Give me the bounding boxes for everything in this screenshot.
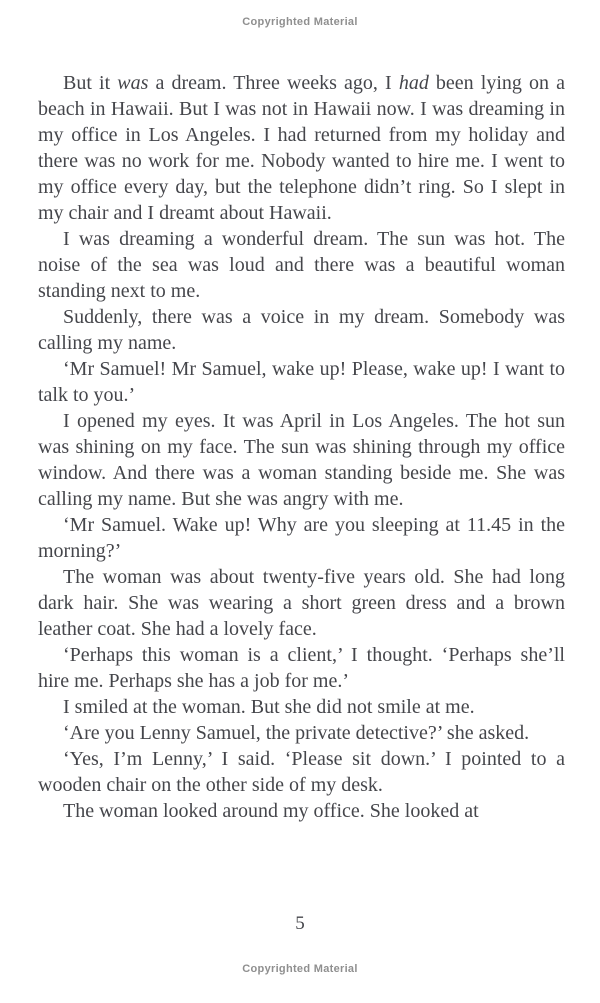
paragraph [38,226,565,304]
text-segment: ‘Mr Samuel! Mr Samuel, wake up! Please, wake up! I want to talk to you.’ [38,358,565,406]
italic-text: had [398,72,429,94]
text-segment: been lying on a beach in Hawaii. But I was not in Hawaii now. I was dreaming in my office in Los Angeles. I had returned from my holiday and there was no work for me. Nobody wanted to hire me. I went to my office every day, but the telephone didn’t ring. So I slept in my chair and I dreamt about Hawaii. [38,72,566,224]
paragraph [38,694,565,720]
paragraph [38,642,565,694]
italic-text: was [117,72,149,94]
text-segment: I was dreaming a wonderful dream. The sun was hot. The noise of the sea was loud and there was a beautiful woman standing next to me. [38,228,565,302]
copyright-notice-top: Copyrighted Material [242,16,358,28]
copyright-notice-bottom: Copyrighted Material [242,963,358,975]
text-segment: But it [63,72,118,94]
paragraph [38,746,565,798]
paragraph [38,70,565,226]
text-segment: The woman looked around my office. She looked at [63,800,479,822]
page-text [38,70,565,824]
paragraph [38,564,565,642]
text-segment: ‘Yes, I’m Lenny,’ I said. ‘Please sit down.’ I pointed to a wooden chair on the other side of my desk. [38,748,565,796]
text-segment: Suddenly, there was a voice in my dream. Somebody was calling my name. [38,306,565,354]
paragraph [38,720,565,746]
paragraph [38,798,565,824]
paragraph [38,408,565,512]
paragraph [38,304,565,356]
text-segment: I opened my eyes. It was April in Los Angeles. The hot sun was shining on my face. The sun was shining through my office window. And there was a woman standing beside me. She was calling my name. But she was angry with me. [38,410,565,510]
text-segment: I smiled at the woman. But she did not smile at me. [63,696,475,718]
text-segment: ‘Perhaps this woman is a client,’ I thought. ‘Perhaps she’ll hire me. Perhaps she has a job for me.’ [38,644,565,692]
page-number: 5 [295,913,305,934]
text-segment: a dream. Three weeks ago, I [148,72,399,94]
text-segment: ‘Are you Lenny Samuel, the private detective?’ she asked. [63,722,530,744]
text-segment: ‘Mr Samuel. Wake up! Why are you sleeping at 11.45 in the morning?’ [38,514,565,562]
paragraph [38,356,565,408]
paragraph [38,512,565,564]
text-segment: The woman was about twenty-five years old. She had long dark hair. She was wearing a short green dress and a brown leather coat. She had a lovely face. [38,566,565,640]
